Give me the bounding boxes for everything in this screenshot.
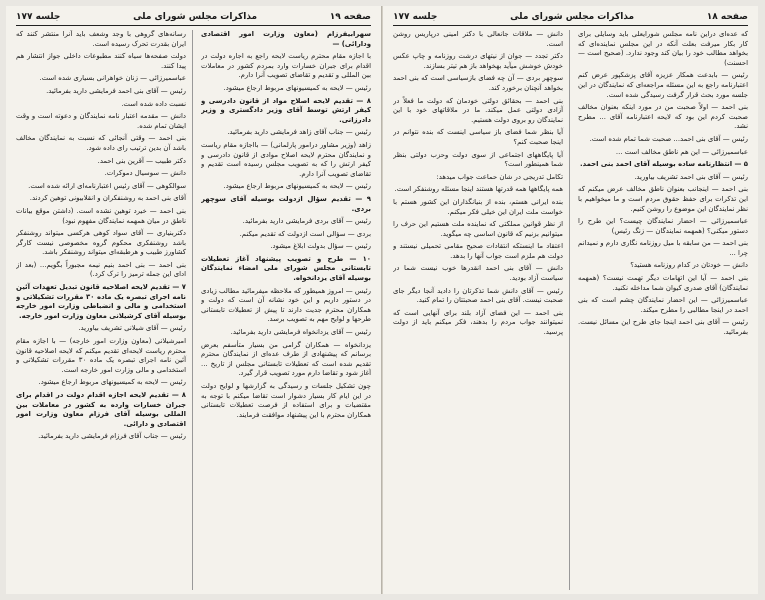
paragraph: رئیس — جناب آقای زاهد فرمایشی دارید بفرمائید. <box>227 128 371 137</box>
paragraph: عباسمیرزائی — این هم ناطق مخالف است ... <box>615 147 748 156</box>
paragraph: آقای بنی احمد به روشنفکران و انقلابیونی توهین کردند. <box>29 194 186 203</box>
paragraph: بنی احمد — اینجانب بعنوان ناطق مخالف عرض میکنم که این تذکرات برای حفظ حقوق مردم است و ما میخواهیم با نظر نمایندگان این موضوع را روشن کنیم. <box>578 185 748 213</box>
paragraph: بنی احمد — بحقائق دولتی خودمان که دولت ما فعلاً در آزادی دولتی عمل میکند. ما در ملاقاتهای خود با این نمایندگان رو بروی دولت هستیم. <box>393 96 563 124</box>
left-page <box>6 6 382 594</box>
paragraph: که عده‌ای دراین نامه مجلس شورایعلی باید وسایلی برای کار بکار میرفت بعلت آنکه در این مجلس نماینده‌ای که بخواهد مطالب خود را بیان کند وجود ندارد. (صحیح است — احسنت) <box>578 30 748 67</box>
left-page-title: مذاکرات مجلس شورای ملی <box>133 12 258 22</box>
paragraph: از نظر قوانین مملکتی که نماینده ملت هستیم این حرف را میتوانیم بزنیم که قانون اساسی چه میگوید. <box>393 220 563 238</box>
paragraph: همه پایگاهها همه قدرتها هستند اینجا مسئله روشنفکر است. <box>394 185 563 194</box>
paragraph: رئیس — آقای بنی احمد فرمایشی دارید بفرمائید. <box>46 86 186 95</box>
paragraph: بردی — سؤالی است ازدولت که تقدیم میکنم. <box>239 229 371 238</box>
left-page-columns <box>16 30 371 590</box>
right-page-title: مذاکرات مجلس شورای ملی <box>510 12 635 22</box>
paragraph: دکتر تجدد — جوان از نیتهای درشت روزنامه و چاپ عکس خودش خوشش میآید بهخواهد باز هم تیتر بسازند. <box>393 52 563 70</box>
paragraph: بنی احمد — این فضای آزاد بلند برای آنهایی است که نمیتوانند جواب مردم را بدهند، فکر میکنم باید از دولت پرسید. <box>393 308 563 337</box>
paragraph: رئیس — آقای شیلانی تشریف بیاورید. <box>78 324 186 333</box>
paragraph: نسبت داده شده است. <box>121 99 186 108</box>
section-heading: ۸ — تقدیم لایحه اصلاح مواد از قانون دادرسی و کیفر ارتش توسط آقای وزیر دادگستری و وزیر دادرزانی. <box>201 96 371 124</box>
left-page-session: جلسه ۱۷۷ <box>16 12 61 22</box>
paragraph: رسانه‌های گروهی با وجد وشعف باید آنرا منتشر کنند که ایران بقدرت تحرک رسیده است. <box>16 30 186 48</box>
paragraph: رئیس — آقای بنی احمد... صحبت شما تمام شده است. <box>589 134 748 143</box>
paragraph: سوچهر بردی — آن چه فضای بازسیاسی است که بنی احمد بخواهد آنچنان برخورد کند. <box>393 74 563 92</box>
paragraph: بنی احمد — من سابقه با میل روزنامه نگاری دارم و نمیدانم چرا ... <box>578 239 748 257</box>
paragraph: عباسمیرزائی — زنان خواهرانی بسیاری شده است. <box>39 74 186 83</box>
paragraph: دانش — مقدمه اعتبار نامه نمایندگان و دعوته است و وقت ایشان تمام شده. <box>16 112 186 130</box>
right-page-label: صفحه ۱۸ <box>706 12 748 22</box>
paragraph: رئیس — لایحه به کمیسیونهای مربوط ارجاع میشود. <box>223 83 371 92</box>
paragraph: یزدانخواه — همکاران گرامی من بسیار متأسفم بعرض برسانم که پیشنهادی از طرف عده‌ای از نمایندگان محترم تقدیم شده است که تعطیلات تابستانی مجلس از تاریخ ... آغاز شود و تقاضا دارم مورد تصویب قرار گیرد. <box>201 340 371 378</box>
section-heading: ۹ — تقدیم سؤال ازدولت بوسیله آقای سوچهر بردی. <box>201 194 371 213</box>
paragraph: دکتربنیاری — آقای سواد کوهی هرکسی میتواند روشنفکر باشد روشنفکری محکوم گروه مخصوصی نیست کارگر کشاورز طبیب و هرطبقه‌ای میتواند روشنفکر باشد. <box>16 229 186 257</box>
paragraph: بنی احمد — خیرد توهین نشده است. (داشتن موقع بیانات ناطق در میان همهمه نمایندگان مفهوم نبود) <box>16 206 186 225</box>
paragraph: دانش — ملاقات جانعالی با دکتر امینی درپاریس روشن است. <box>393 30 563 48</box>
paragraph: چون تشکیل جلسات و رسیدگی به گزارشها و لوایح دولت در این ایام کار بسیار دشوار است تقاضا میکنم با توجه به مقتضیات و برای استفاده از فرصت تعطیلات تابستانی همکاران محترم با این پیشنهاد موافقت فرمایند. <box>201 382 371 419</box>
right-page-column-left <box>393 30 570 590</box>
paragraph: دکتر طبیب — آقرین بنی احمد. <box>97 156 186 165</box>
paragraph: آیا پایگاههای اجتماعی از سوی دولت وحزب دولتی بنظر شما همینطور است؟ <box>393 150 563 169</box>
paragraph: عباسمیرزائی — احضار نمایندگان چیست؟ این طرح را دستور میکنی؟ (همهمه نمایندگان — زنگ رئیس) <box>578 217 748 235</box>
section-heading: ۷ — تقدیم لایحه اصلاحیه قانون تبدیل تعهدات آئین نامه اجرای تبصره یک ماده ۳۰ مقررات تشکیلاتی و استخدامی و مالی و انضباطی وزارت امور خارجه بوسیله آقای کرشیلانی معاون وزارت امور خارجه. <box>16 283 186 320</box>
newspaper-spread <box>6 6 759 594</box>
right-page-header <box>393 12 748 26</box>
paragraph: رئیس — بابدعت همکار عزیزه آقای پزشکپور عرض کنم اعتبارنامه راجع به این مسئله مراجعه‌ای که نمایندگان در این جلسه مورد بحث قرار گرفت رسیدگی شده است. <box>578 71 748 99</box>
paragraph: عباسمیرزائی — این احضار نمایندگان چشم است که بنی احمد در اینجا مطالبی را مطرح میکند. <box>578 296 748 314</box>
paragraph: رئیس — آقای بردی فرمایشی دارید بفرمائید. <box>242 217 371 226</box>
paragraph: تکامل تدریجی در شان حماعت جواب میدهد: <box>436 172 563 181</box>
paragraph: رئیس — لایحه به کمیسیونهای مربوط ارجاع میشود. <box>38 378 186 387</box>
right-page-column-right <box>578 30 748 590</box>
paragraph: دانش — خودتان در کدام روزنامه هستید؟ <box>630 261 748 270</box>
paragraph: امیرشیلانی (معاون وزارت امور خارجه) — با اجازه مقام محترم ریاست لایحه‌ای تقدیم میکنم که لایحه اصلاحیه قانون آئین نامه اجرای تبصره یک ماده ۳۰ مقررات تشکیلاتی و استخدامی و مالی وزارت امور خارجه است. <box>16 337 186 374</box>
paragraph: سوالکوهی — آقای رئیس اعتبارنامه‌ای ارائه شده است. <box>28 181 186 190</box>
section-heading: سهرابیفرزام (معاون وزارت امور اقتصادی ودارائی) — <box>201 30 371 48</box>
paragraph: بنی احمد — آیا این اتهامات دیگر تهمت نیست؟ (همهمه نمایندگان) آقای صدری کیوان شما مداخله نکنید. <box>578 274 748 292</box>
paragraph: دانش — سوسیال دموکرات. <box>104 169 186 178</box>
right-page <box>382 6 758 594</box>
paragraph: رئیس — آقای یزدانخواه فرمایشی دارید بفرمائید. <box>230 328 371 337</box>
paragraph: رئیس — جناب آقای فرزام فرمایشی دارید بفرمائید. <box>38 432 186 441</box>
paragraph: رئیس — آقای بنی احمد تشریف بیاورید. <box>634 172 748 181</box>
paragraph: بنی احمد — بنی احمد بنیم نیمه مجبوراً بگویم... (بعد از ادای این جمله ترمیز را ترک کرد.) <box>16 260 186 279</box>
paragraph: بنی احمد — وقتی آنجائی که نسبت به نمایندگان مخالف باشد آن بدین ترتیب رای داده شود. <box>16 134 186 152</box>
paragraph: با اجازه مقام محترم ریاست لایحه راجع به اجاره دولت در اقدام برای جبران خسارات وارد بمردم کشور در معاملات بین المللی و تقدیم و تقاضای تصویب آنرا دارم. <box>201 52 371 80</box>
left-page-label: صفحه ۱۹ <box>329 12 371 22</box>
paragraph: رئیس — لایحه به کمیسیونهای مربوط ارجاع میشود. <box>223 182 371 191</box>
paragraph: بنی احمد — اولاً صحبت من در مورد اینکه بعنوان مخالف صحبت کردم این بود که لایحه اعتبارنامه آقای ... مطرح نشد. <box>578 103 748 131</box>
paragraph: رئیس — سؤال بدولت ابلاغ میشود. <box>270 242 371 251</box>
right-page-columns <box>393 30 748 590</box>
right-page-session: جلسه ۱۷۷ <box>393 12 438 22</box>
paragraph: دولت صفحه‌ها سیاه کنند مطبوعات داخلی جواز انتشار هم پیدا کنند. <box>16 52 186 70</box>
left-page-column-right <box>201 30 371 590</box>
paragraph: رئیس — امروز همیطور که ملاحظه میفرمائید مطالب زیادی در دستور داریم و این خود نشانه آن است که دولت و همکاران محترم جدیت دارند تا پیش از تعطیلات تابستانی طرحها و لوایح مهم به تصویب برسد. <box>201 286 371 324</box>
left-page-header <box>16 12 371 26</box>
paragraph: رئیس — آقای دانش شما تذکرتان را دادید آنجا دیگر جای صحبت نیست. آقای بنی احمد صحبتتان را تمام کنید. <box>393 286 563 305</box>
paragraph: بنده ایرانی هستم، بنده از بنیانگذاران این کشور هستم با خواست ملت ایران این خیلی فکر میکنم. <box>393 197 563 216</box>
paragraph: دانش — آقای بنی احمد انقدرها خوب نیست شما در سیاست آزاد بودید. <box>393 264 563 283</box>
paragraph: اعتقاد ما اینستکه انتقادات صحیح مقامی تحمیلی نیستند و دولت هم ملزم است جواب آنها را بدهد. <box>393 242 563 260</box>
section-heading: ۱۰ — طرح و تصویب پیشنهاد آغاز تعطیلات تابستانی مجلس شورای ملی امضاء نمایندگان بوسیله آقای یزدانخواه. <box>201 254 371 283</box>
section-heading: ۸ — تقدیم لایحه اجازه اقدام دولت در اقدام برای جبران خسارات وارده به کشور در معاملات بین المللی بوسیله آقای فرزام معاون وزارت امور اقتصادی و دارائی. <box>16 391 186 428</box>
paragraph: رئیس — آقای بنی احمد اینجا جای طرح این مسائل نیست. بفرمائید. <box>578 318 748 337</box>
left-page-column-left <box>16 30 193 590</box>
paragraph: زاهد (وزیر مشاور درامور پارلمانی) — بااجازه مقام ریاست و نمایندگان محترم لایحه اصلاح موادی از قانون دادرسی و کیفر ارتش را که به تصویب مجلس رسیده است تقدیم و تقاضای تصویب آنرا دارم. <box>201 140 371 178</box>
section-heading: ۵ — انتظارنامه ساده بوسیله آقای احمد بنی احمد. <box>579 160 748 169</box>
paragraph: آیا بنظر شما فضای باز سیاسی اینست که بنده نتوانم در اینجا صحبت کنم؟ <box>393 128 563 146</box>
